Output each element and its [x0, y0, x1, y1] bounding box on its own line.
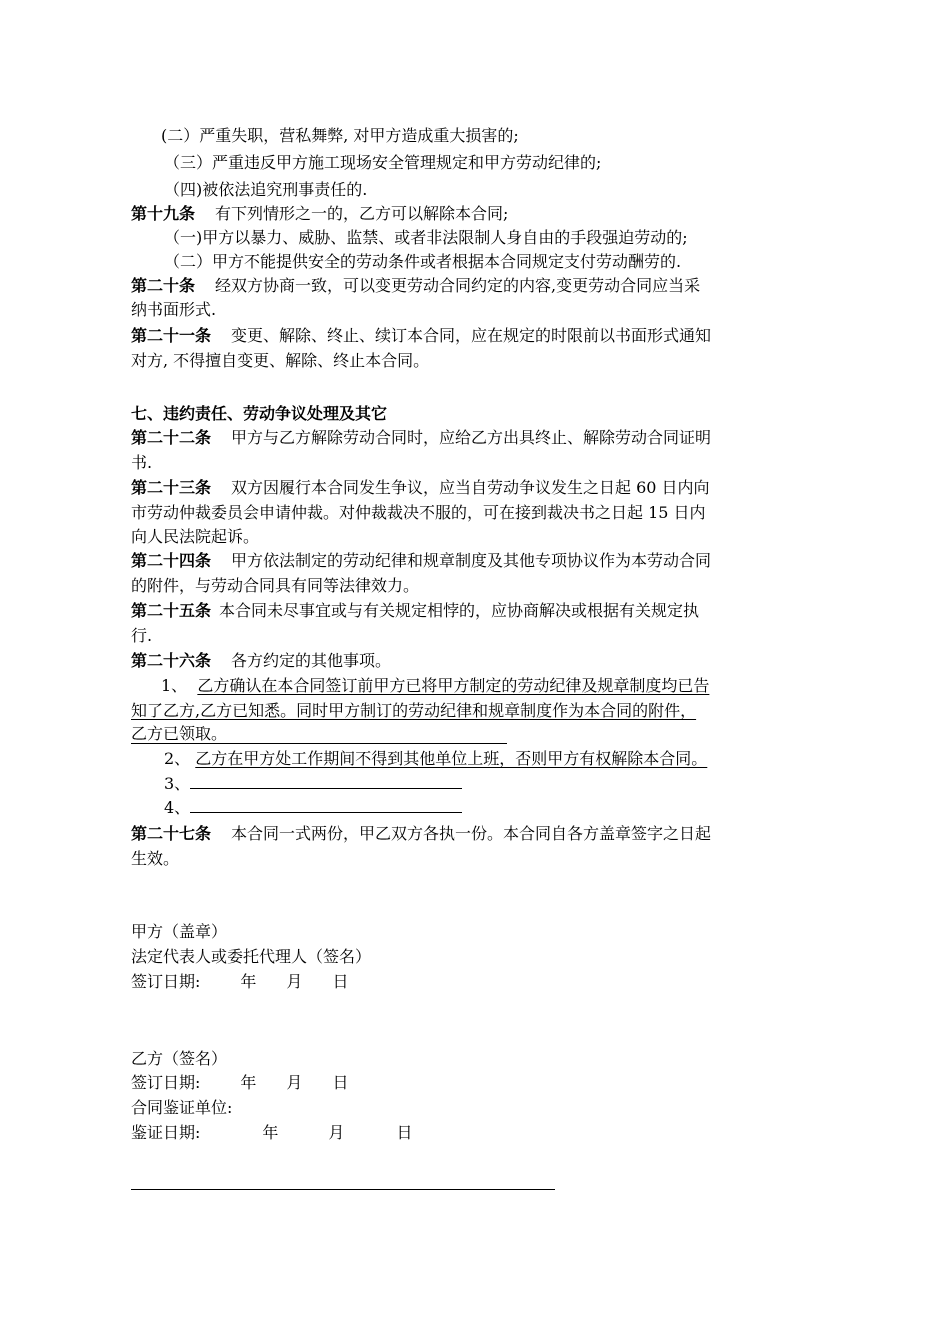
item-number: 3、: [164, 774, 191, 793]
article-title: 第二十六条: [131, 651, 212, 670]
verification-unit: 合同鉴证单位:: [131, 1098, 233, 1117]
article-19-item-2: （二）甲方不能提供安全的劳动条件或者根据本合同规定支付劳动酬劳的.: [164, 252, 682, 271]
day-label: 日: [332, 972, 349, 991]
article-text: 甲方与乙方解除劳动合同时，应给乙方出具终止、解除劳动合同证明: [231, 428, 712, 447]
party-a-date: [131, 970, 348, 994]
item-text: 知了乙方,乙方已知悉。同时甲方制订的劳动纪律和规章制度作为本合同的附件，: [131, 701, 697, 720]
verification-date: [131, 1121, 412, 1145]
article-title: 第二十五条: [131, 601, 212, 620]
article-26-item-3: [164, 772, 462, 796]
item-number: 4、: [164, 798, 191, 817]
article-26-item-2: [164, 747, 707, 771]
month-label: 月: [328, 1123, 345, 1142]
article-23-cont2: 向人民法院起诉。: [131, 527, 260, 546]
item-4: （四)被依法追究刑事责任的.: [164, 180, 368, 199]
article-title: 第二十二条: [131, 428, 212, 447]
article-title: 第二十条: [131, 276, 196, 295]
month-label: 月: [286, 1073, 303, 1092]
year-label: 年: [240, 972, 257, 991]
article-title: 第二十四条: [131, 551, 212, 570]
item-text: 乙方已领取。: [131, 724, 507, 744]
item-3: （三）严重违反甲方施工现场安全管理规定和甲方劳动纪律的;: [164, 153, 602, 172]
article-title: 第十九条: [131, 204, 196, 223]
article-26-item-1-cont2: [131, 722, 507, 746]
article-22: [131, 426, 711, 450]
item-number: 1、: [161, 676, 188, 695]
article-title: 第二十三条: [131, 478, 212, 497]
article-25: [131, 599, 699, 623]
article-27-cont: 生效。: [131, 849, 180, 868]
article-24: [131, 549, 711, 573]
date-label: 鉴证日期:: [131, 1123, 201, 1142]
date-label: 签订日期:: [131, 1073, 201, 1092]
footer-divider: [131, 1189, 555, 1190]
article-text: 经双方协商一致，可以变更劳动合同约定的内容,变更劳动合同应当采: [215, 276, 701, 295]
party-a-representative: 法定代表人或委托代理人（签名）: [131, 947, 372, 966]
article-text: 双方因履行本合同发生争议，应当自劳动争议发生之日起 60 日内向: [231, 478, 710, 497]
month-label: 月: [286, 972, 303, 991]
article-27: [131, 822, 711, 846]
item-number: 2、: [164, 749, 191, 768]
article-19-item-1: （一)甲方以暴力、威胁、监禁、或者非法限制人身自由的手段强迫劳动的;: [164, 228, 688, 247]
party-b-sign: 乙方（签名）: [131, 1049, 228, 1068]
article-26-item-1: [161, 674, 709, 698]
article-text: 变更、解除、终止、续订本合同，应在规定的时限前以书面形式通知: [231, 326, 712, 345]
day-label: 日: [396, 1123, 413, 1142]
article-text: 本合同未尽事宜或与有关规定相悖的，应协商解决或根据有关规定执: [219, 601, 700, 620]
year-label: 年: [262, 1123, 279, 1142]
date-label: 签订日期:: [131, 972, 201, 991]
article-text: 各方约定的其他事项。: [231, 651, 392, 670]
article-20-cont: 纳书面形式.: [131, 300, 217, 319]
item-2: (二）严重失职，营私舞弊, 对甲方造成重大损害的;: [161, 126, 519, 145]
article-text: 本合同一式两份，甲乙双方各执一份。本合同自各方盖章签字之日起: [231, 824, 712, 843]
article-24-cont: 的附件，与劳动合同具有同等法律效力。: [131, 576, 420, 595]
article-text: 有下列情形之一的，乙方可以解除本合同;: [215, 204, 509, 223]
item-text: 乙方在甲方处工作期间不得到其他单位上班，否则甲方有权解除本合同。: [195, 749, 708, 768]
party-a-seal: 甲方（盖章）: [131, 922, 228, 941]
article-25-cont: 行.: [131, 626, 153, 645]
article-23: [131, 476, 710, 500]
article-title: 第二十一条: [131, 326, 212, 345]
blank-line: [190, 798, 462, 813]
article-title: 第二十七条: [131, 824, 212, 843]
article-26-item-4: [164, 796, 462, 820]
article-26: [131, 649, 391, 673]
article-text: 甲方依法制定的劳动纪律和规章制度及其他专项协议作为本劳动合同: [231, 551, 712, 570]
blank-line: [190, 774, 462, 789]
article-26-item-1-cont: [131, 699, 696, 723]
article-22-cont: 书.: [131, 453, 153, 472]
article-21-cont: 对方, 不得擅自变更、解除、终止本合同。: [131, 351, 430, 370]
section-heading: 七、违约责任、劳动争议处理及其它: [131, 404, 388, 423]
day-label: 日: [332, 1073, 349, 1092]
party-b-date: [131, 1071, 348, 1095]
article-23-cont: 市劳动仲裁委员会申请仲裁。对仲裁裁决不服的，可在接到裁决书之日起 15 日内: [131, 503, 706, 522]
article-19: [131, 202, 508, 226]
year-label: 年: [240, 1073, 257, 1092]
article-20: [131, 274, 700, 298]
item-text: 乙方确认在本合同签订前甲方已将甲方制定的劳动纪律及规章制度均已告: [197, 676, 710, 695]
article-21: [131, 324, 711, 348]
